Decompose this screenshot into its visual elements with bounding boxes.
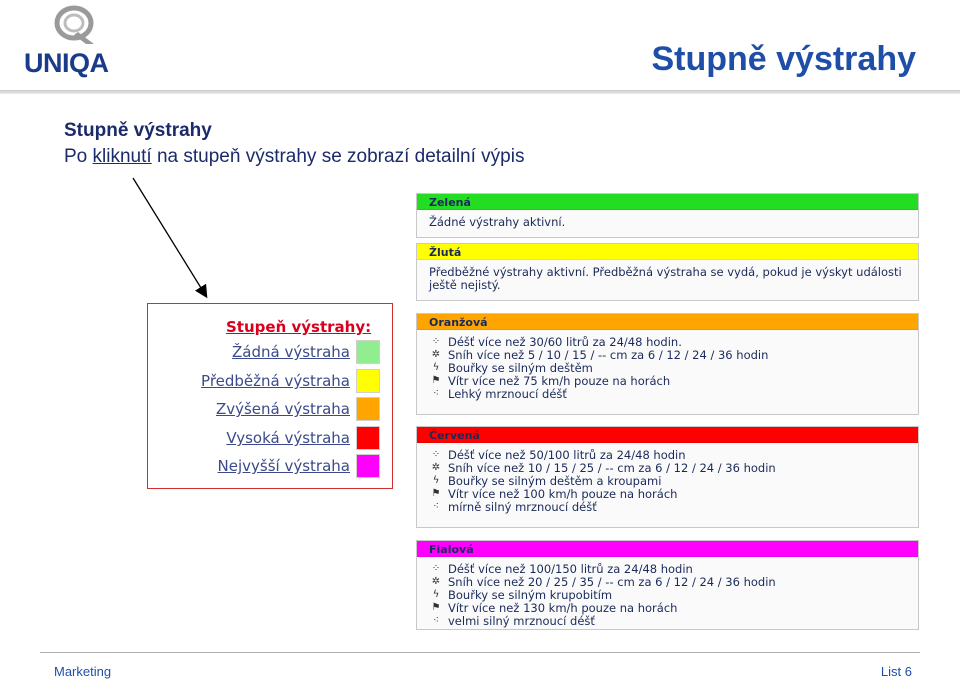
level-item-highest[interactable] — [218, 453, 380, 479]
footer-page-number: List 6 — [880, 664, 912, 679]
warning-card-line — [429, 589, 906, 602]
warning-card-line — [429, 387, 906, 400]
warning-card-line-text: ještě nejistý. — [429, 278, 501, 293]
warning-card-line-text: Déšť více než 100/150 litrů za 24/48 hodin — [448, 562, 693, 577]
warning-card-body — [417, 260, 918, 296]
warning-card — [416, 540, 919, 630]
warning-card-line-text: Předběžné výstrahy aktivní. Předběžná výstraha se vydá, pokud je výskyt události — [429, 265, 902, 280]
warning-card — [416, 426, 919, 528]
warning-card-body — [417, 330, 918, 404]
warning-card-line — [429, 500, 906, 513]
warning-card-line-text: Žádné výstrahy aktivní. — [429, 215, 566, 230]
level-swatch — [356, 426, 380, 450]
level-item-label: Nejvyšší výstraha — [217, 457, 350, 475]
warning-card-line-text: Lehký mrznoucí déšť — [448, 386, 567, 401]
snow-icon: ✲ — [431, 576, 441, 588]
warning-card-line-text: Vítr více než 100 km/h pouze na horách — [448, 486, 678, 501]
warning-card-line — [429, 449, 906, 462]
warning-card-line-text: Déšť více než 50/100 litrů za 24/48 hodin — [448, 448, 686, 463]
rain-icon: ⁘ — [431, 336, 441, 348]
rain-icon: ⁘ — [431, 563, 441, 575]
warning-card-title: Zelená — [417, 194, 918, 210]
warning-card-line — [429, 601, 906, 614]
warning-card — [416, 193, 919, 238]
warning-card-line-text: Sníh více než 20 / 25 / 35 / -- cm za 6 / 12 / 24 / 36 hodin — [448, 575, 776, 590]
warning-card-line-text: Vítr více než 130 km/h pouze na horách — [448, 600, 678, 615]
level-item-none[interactable] — [232, 339, 380, 365]
warning-card-line — [429, 563, 906, 576]
page-title: Stupně výstrahy — [651, 40, 916, 78]
warning-card-line-text: Bouřky se silným deštěm a kroupami — [448, 474, 662, 488]
warning-card-line-text: Sníh více než 10 / 15 / 25 / -- cm za 6 / 12 / 24 / 36 hodin — [448, 461, 776, 476]
rain-icon: ⁘ — [431, 449, 441, 461]
warning-card-line — [429, 475, 906, 488]
level-swatch — [356, 369, 380, 393]
level-item-high[interactable] — [226, 425, 380, 451]
warning-level-panel — [147, 303, 393, 489]
warning-card-line — [429, 266, 906, 279]
wind-icon: ⚑ — [431, 374, 441, 386]
level-item-preliminary[interactable] — [201, 368, 380, 394]
intro-text-link: kliknutí — [92, 146, 152, 167]
warning-card-line — [429, 362, 906, 375]
level-item-label: Předběžná výstraha — [201, 372, 350, 390]
warning-card-line — [429, 614, 906, 627]
footer-section: Marketing — [54, 664, 112, 679]
wind-icon: ⚑ — [431, 601, 441, 613]
warning-card-line-text: velmi silný mrznoucí déšť — [448, 613, 595, 628]
level-item-label: Vysoká výstraha — [226, 429, 350, 447]
warning-card-line-text: Sníh více než 5 / 10 / 15 / -- cm za 6 / 12 / 24 / 36 hodin — [448, 348, 769, 363]
logo-text: UNIQA — [24, 48, 109, 78]
snow-icon: ✲ — [431, 349, 441, 361]
warning-card-title: Oranžová — [417, 314, 918, 330]
storm-icon: ϟ — [432, 475, 440, 486]
warning-card-title: Fialová — [417, 541, 918, 557]
wind-icon: ⚑ — [431, 487, 441, 499]
storm-icon: ϟ — [432, 362, 440, 373]
warning-card-line — [429, 576, 906, 589]
warning-card-body — [417, 557, 918, 631]
freezing-rain-icon: ⁖ — [433, 500, 439, 512]
warning-card-line — [429, 462, 906, 475]
warning-card-line-text: Bouřky se silným krupobitím — [448, 588, 613, 602]
intro-text-after: na stupeň výstrahy se zobrazí detailní výpis — [151, 146, 525, 167]
warning-level-panel-title: Stupeň výstrahy: — [226, 318, 372, 336]
level-item-label: Zvýšená výstraha — [215, 400, 350, 418]
snow-icon: ✲ — [431, 462, 441, 474]
warning-card-line — [429, 336, 906, 349]
warning-card-line — [429, 216, 906, 229]
level-swatch — [356, 397, 380, 421]
warning-card-line — [429, 374, 906, 387]
warning-card-title: Červená — [417, 427, 918, 443]
warning-card — [416, 313, 919, 415]
level-item-label: Žádná výstraha — [232, 343, 350, 361]
warning-card — [416, 243, 919, 301]
intro-text-before: Po — [64, 146, 93, 167]
section-heading: Stupně výstrahy — [64, 120, 212, 141]
warning-card-body — [417, 443, 918, 517]
warning-card-body — [417, 210, 918, 233]
warning-card-title: Žlutá — [417, 244, 918, 260]
freezing-rain-icon: ⁖ — [433, 387, 439, 399]
storm-icon: ϟ — [432, 589, 440, 600]
warning-card-line — [429, 349, 906, 362]
warning-card-line-text: Vítr více než 75 km/h pouze na horách — [448, 373, 671, 388]
warning-card-line-text: Bouřky se silným deštěm — [448, 361, 593, 375]
warning-card-line — [429, 279, 906, 292]
warning-card-line-text: Déšť více než 30/60 litrů za 24/48 hodin. — [448, 335, 682, 350]
level-item-elevated[interactable] — [216, 396, 380, 422]
level-swatch — [356, 340, 380, 364]
footer-divider — [40, 652, 920, 653]
freezing-rain-icon: ⁖ — [433, 614, 439, 626]
warning-card-line — [429, 487, 906, 500]
level-swatch — [356, 454, 380, 478]
warning-card-line-text: mírně silný mrznoucí déšť — [448, 499, 597, 514]
